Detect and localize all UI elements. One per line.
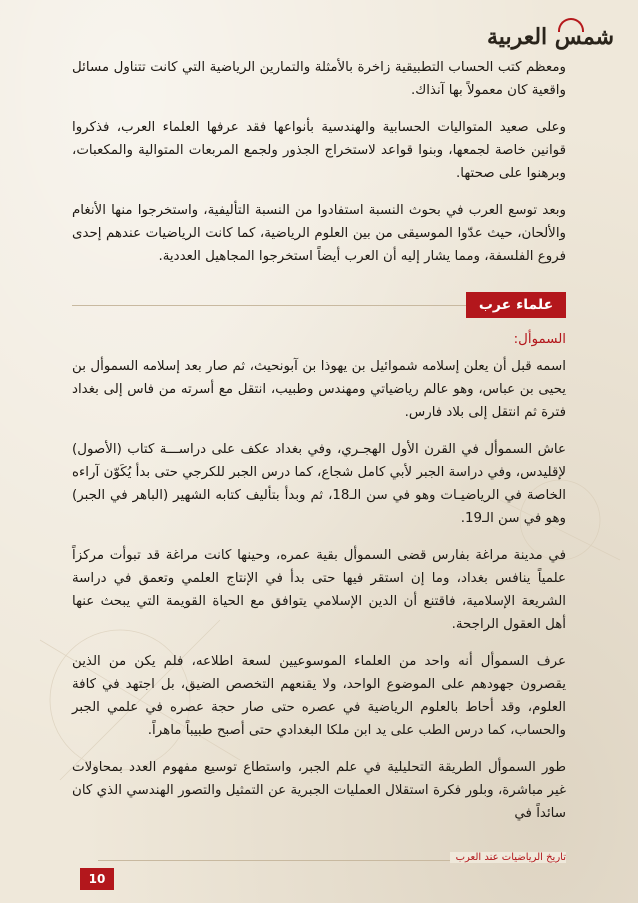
intro-paragraph-3: وبعد توسع العرب في بحوث النسبة استفادوا من النسبة التأليفية، واستخرجوا منها الأنغام والألحان، حيث عدّوا الموسيقى من بين العلوم الرياضية، كما كانت الرياضيات عندهم إحدى فروع الفلسفة، ومما يشار إليه أن العرب أيضاً استخرجوا المجاهيل العددية. — [72, 203, 566, 264]
main-content — [72, 56, 566, 839]
footer-book-title: تاريخ الرياضيات عند العرب — [450, 852, 566, 863]
intro-paragraph-1: ومعظم كتب الحساب التطبيقية زاخرة بالأمثلة والتمارين الرياضية التي كانت تتناول مسائل واقعية كان معمولاً بها آنذاك. — [72, 60, 566, 98]
intro-paragraph-2: وعلى صعيد المتواليات الحسابية والهندسية بأنواعها فقد عرفها العلماء العرب، فذكروا قوانين خاصة لجمعها، وبنوا قواعد لاستخراج الجذور ولجمع المربعات المتوالية والمكعبات، وبرهنوا على صحتها. — [72, 120, 566, 181]
scholar-name: السموأل: — [513, 332, 566, 347]
section-title: علماء عرب — [466, 292, 566, 318]
logo-text: شمس العربية — [487, 24, 614, 50]
section-paragraph-4: عرف السموأل أنه واحد من العلماء الموسوعيين لسعة اطلاعه، فلم يكن من الذين يقصرون جهودهم على الموضوع الواحد، ولا يقنعهم التخصص الضيق، بل اجتهد في كافة العلوم، وقد أحاط بالعلوم الرياضية في عصره حتى صار حجة عصره في علمي الجبر والحساب، كما درس الطب على يد ابن ملكا البغدادي حتى أصبح طبيباً ماهراً. — [72, 654, 566, 738]
section-paragraph-3: في مدينة مراغة بفارس قضى السموأل بقية عمره، وحينها كانت مراغة قد تبوأت مركزاً علمياً ينافس بغداد، وما إن استقر فيها حتى بدأ في الإنتاج العلمي وتعمق في دراسة الشريعة الإسلامية، فاقتنع أن الدين الإسلامي يتوافق مع الحياة القويمة التي يبحث عنها أهل العقول الراجحة. — [72, 548, 566, 632]
section-header — [72, 288, 566, 322]
page-number: 10 — [80, 868, 114, 890]
section-paragraph-5: طور السموأل الطريقة التحليلية في علم الجبر، واستطاع توسيع مفهوم العدد بمحاولات غير مباشرة، وبلور فكرة استقلال العمليات الجبرية عن التمثيل والتصور الهندسي الذي كان سائداً في — [72, 760, 566, 821]
section-paragraph-2: عاش السموأل في القرن الأول الهجـري، وفي بغداد عكف على دراســـة كتاب (الأصول) لإقليدس، وفي دراسة الجبر لأبي كامل شجاع، كما درس الجبر للكرجي حتى بدأ يُكَوّن آراءه الخاصة في الرياضيـات وهو في سن الـ18، ثم وبدأ بتأليف كتابه الشهير (الباهر في الجبر) وهو في سن الـ19. — [72, 442, 566, 526]
section-paragraph-1: اسمه قبل أن يعلن إسلامه شموائيل بن يهوذا بن آبونحيث، ثم صار بعد إسلامه السموأل بن يحيى بن عباس، وهو عالم رياضياتي ومهندس وطبيب، انتقل مع أسرته من فاس إلى بغداد فترة ثم انتقل إلى بلاد فارس. — [72, 359, 566, 420]
